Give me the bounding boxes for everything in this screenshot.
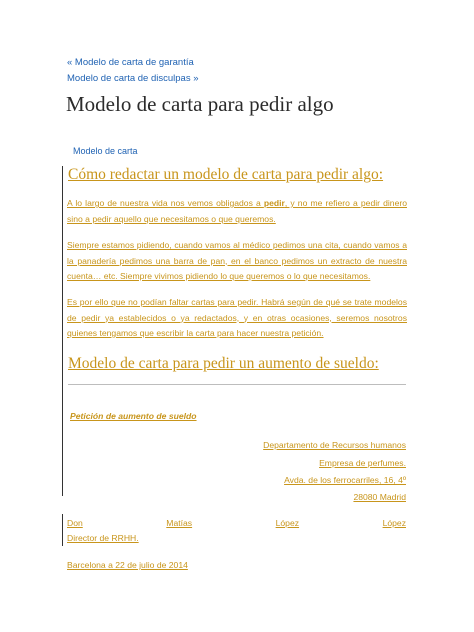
left-margin-bar-lower [62, 514, 63, 546]
section-heading-salary-letter: Modelo de carta para pedir un aumento de sueldo: [68, 355, 379, 372]
left-margin-bar [62, 166, 63, 496]
address-line-1: Departamento de Recursos humanos [263, 440, 406, 450]
page-title: Modelo de carta para pedir algo [66, 92, 334, 116]
paragraph-examples: Siempre estamos pidiendo, cuando vamos al médico pedimos una cita, cuando vamos a la panadería pedimos una barra de pan, en el banco pedimos un extracto de nuestra cuenta… etc. Siempre vivimos pidiendo lo que queremos o lo que necesitamos. [67, 240, 407, 281]
paragraph-intro: A lo largo de nuestra vida nos vemos obligados a pedir, y no me refiero a pedir dinero sino a pedir aquello que necesitamos o que queremos. [67, 198, 407, 224]
address-line-3: Avda. de los ferrocarriles, 16, 4º [284, 475, 406, 485]
recipient-name: Don Matías López López [67, 518, 406, 528]
prev-article-link[interactable]: « Modelo de carta de garantía [67, 57, 194, 68]
paragraph-conclusion: Es por ello que no podían faltar cartas para pedir. Habrá según de qué se trate modelos de pedir ya establecidos o ya redactados, y en otras ocasiones, seremos nosotros quienes tengamos que escribir la carta para hacer nuestra petición. [67, 297, 407, 338]
address-line-4: 28080 Madrid [353, 492, 406, 502]
next-article-link[interactable]: Modelo de carta de disculpas » [67, 73, 199, 84]
section-heading-how-to: Cómo redactar un modelo de carta para pedir algo: [68, 166, 384, 183]
letter-subject: Petición de aumento de sueldo [70, 411, 197, 421]
recipient-title: Director de RRHH. [67, 533, 139, 543]
letter-date: Barcelona a 22 de julio de 2014 [67, 560, 188, 570]
address-line-2: Empresa de perfumes. [319, 458, 406, 468]
category-link[interactable]: Modelo de carta [73, 146, 138, 156]
heading-rule [68, 384, 406, 385]
